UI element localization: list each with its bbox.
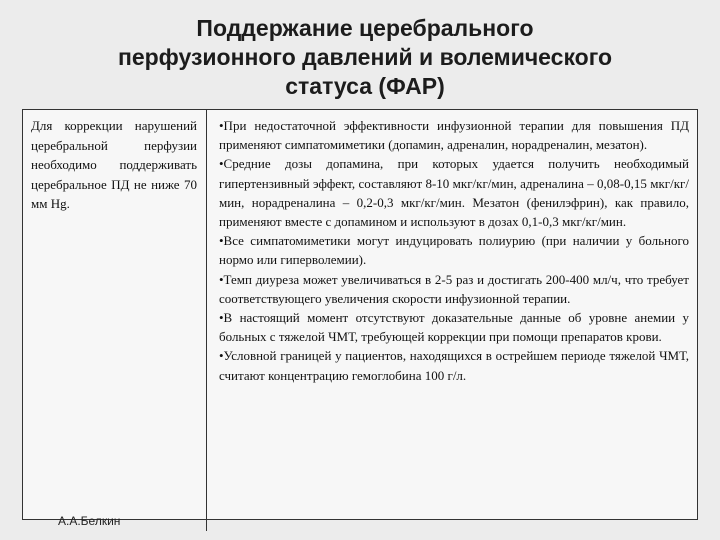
bullet-item: •Темп диуреза может увеличиваться в 2-5 раз и достигать 200-400 мл/ч, что требует соответствующего увеличения скорости инфузионной терапии. bbox=[219, 271, 689, 306]
left-cell-text: Для коррекции нарушений церебральной перфузии необходимо поддерживать церебральное ПД не ниже 70 мм Hg. bbox=[31, 118, 197, 211]
bullet-item: •Условной границей у пациентов, находящихся в острейшем периоде тяжелой ЧМТ, считают концентрацию гемоглобина 100 г/л. bbox=[219, 348, 689, 383]
column-divider bbox=[206, 110, 207, 531]
author-name: А.А.Белкин bbox=[58, 514, 121, 528]
right-cell bbox=[219, 116, 689, 385]
bullet-item: •Средние дозы допамина, при которых удается получить необходимый гипертензивный эффект, составляют 8-10 мкг/кг/мин, адреналина – 0,08-0,15 мкг/кг/мин, норадреналина – 0,2-0,3 мкг/кг/мин. Мезатон (фенилэфрин), как правило, применяют вместе с допамином и используют в дозах 0,1-0,3 мкг/кг/мин. bbox=[219, 156, 689, 230]
content-table bbox=[22, 109, 698, 520]
title-line-3: статуса (ФАР) bbox=[285, 73, 445, 99]
bullet-item: •Все симпатомиметики могут индуцировать полиурию (при наличии у больного нормо или гиперволемии). bbox=[219, 233, 689, 268]
bullet-item: •В настоящий момент отсутствуют доказательные данные об уровне анемии у больных с тяжелой ЧМТ, требующей коррекции при помощи препаратов крови. bbox=[219, 310, 689, 345]
title-line-2: перфузионного давлений и волемического bbox=[117, 44, 613, 70]
bullet-item: •При недостаточной эффективности инфузионной терапии для повышения ПД применяют симпатомиметики (допамин, адреналин, норадреналин, мезатон). bbox=[219, 118, 689, 153]
title-line-1: Поддержание церебрального bbox=[196, 15, 534, 41]
slide-title bbox=[40, 14, 690, 101]
